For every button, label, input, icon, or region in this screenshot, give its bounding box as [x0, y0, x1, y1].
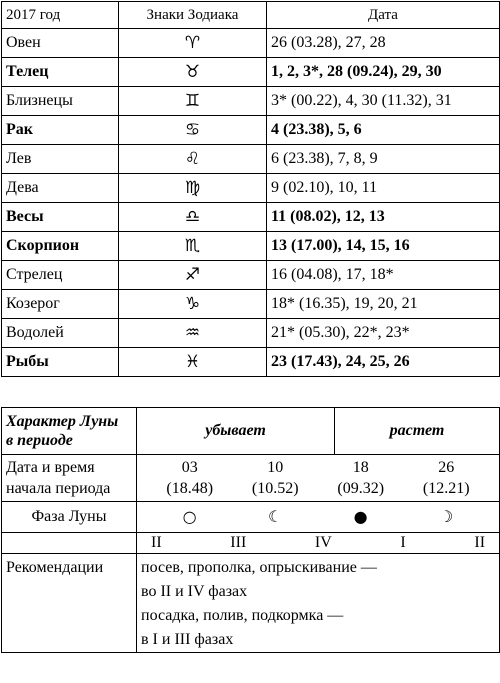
sign-dates: 18* (16.35), 19, 20, 21	[267, 290, 500, 319]
sign-name: Рыбы	[2, 348, 119, 377]
zodiac-sign-icon: ♐︎	[119, 261, 267, 290]
header-signs: Знаки Зодиака	[119, 2, 267, 29]
sign-name: Скорпион	[2, 232, 119, 261]
phase-number: I	[400, 534, 406, 551]
sign-dates: 1, 2, 3*, 28 (09.24), 29, 30	[267, 58, 500, 87]
zodiac-sign-icon: ♍︎	[119, 174, 267, 203]
sign-name: Рак	[2, 116, 119, 145]
moon-character-label: Характер Луны в периоде	[2, 408, 137, 455]
period-item: 18 (09.32)	[337, 459, 385, 497]
period-item: 10 (10.52)	[251, 459, 299, 497]
moon-character-row	[2, 408, 500, 455]
sign-dates: 11 (08.02), 12, 13	[267, 203, 500, 232]
phase-label: Фаза Луны	[2, 502, 137, 533]
waning-moon-icon: ☾	[267, 507, 283, 526]
period-label: Дата и время начала периода	[2, 455, 137, 502]
sign-name: Козерог	[2, 290, 119, 319]
zodiac-row	[2, 116, 500, 145]
zodiac-sign-icon: ♉︎	[119, 58, 267, 87]
zodiac-row	[2, 348, 500, 377]
phase-number: IV	[314, 534, 332, 551]
zodiac-sign-icon: ♑︎	[119, 290, 267, 319]
period-row	[2, 455, 500, 502]
period-values	[137, 457, 499, 499]
waning-label: убывает	[137, 408, 335, 455]
zodiac-row	[2, 319, 500, 348]
zodiac-sign-icon: ♎︎	[119, 203, 267, 232]
period-item: 03 (18.48)	[166, 459, 214, 497]
sign-dates: 21* (05.30), 22*, 23*	[267, 319, 500, 348]
full-moon-icon: ○	[182, 507, 197, 526]
sign-dates: 16 (04.08), 17, 18*	[267, 261, 500, 290]
sign-name: Близнецы	[2, 87, 119, 116]
zodiac-sign-icon: ♏︎	[119, 232, 267, 261]
sign-name: Овен	[2, 29, 119, 58]
new-moon-icon: ●	[353, 507, 368, 526]
zodiac-row	[2, 232, 500, 261]
zodiac-sign-icon: ♒︎	[119, 319, 267, 348]
phase-number: II	[474, 534, 486, 551]
waxing-label: растет	[335, 408, 500, 455]
zodiac-row	[2, 174, 500, 203]
zodiac-row	[2, 203, 500, 232]
sign-dates: 23 (17.43), 24, 25, 26	[267, 348, 500, 377]
recommendations-label: Рекомендации	[2, 554, 137, 653]
zodiac-table	[1, 1, 500, 377]
phase-number: II	[151, 534, 162, 551]
zodiac-row	[2, 29, 500, 58]
zodiac-row	[2, 87, 500, 116]
sign-name: Стрелец	[2, 261, 119, 290]
sign-dates: 13 (17.00), 14, 15, 16	[267, 232, 500, 261]
header-year: 2017 год	[2, 2, 119, 29]
phase-number: III	[230, 534, 247, 551]
zodiac-row	[2, 58, 500, 87]
sign-dates: 26 (03.28), 27, 28	[267, 29, 500, 58]
period-item: 26 (12.21)	[422, 459, 470, 497]
zodiac-sign-icon: ♌︎	[119, 145, 267, 174]
sign-name: Лев	[2, 145, 119, 174]
roman-row	[2, 533, 500, 554]
recommendations-text: посев, прополка, опрыскивание — во II и IV фазах посадка, полив, подкормка — в I и III фазах	[137, 554, 500, 653]
sign-name: Дева	[2, 174, 119, 203]
zodiac-sign-icon: ♊︎	[119, 87, 267, 116]
recommendations-row	[2, 554, 500, 653]
sign-dates: 9 (02.10), 10, 11	[267, 174, 500, 203]
sign-name: Водолей	[2, 319, 119, 348]
waxing-moon-icon: ☽	[438, 507, 454, 526]
zodiac-sign-icon: ♋︎	[119, 116, 267, 145]
zodiac-row	[2, 145, 500, 174]
zodiac-row	[2, 261, 500, 290]
sign-name: Телец	[2, 58, 119, 87]
phase-row	[2, 502, 500, 533]
sign-name: Весы	[2, 203, 119, 232]
moon-table	[1, 407, 500, 653]
sign-dates: 3* (00.22), 4, 30 (11.32), 31	[267, 87, 500, 116]
header-date: Дата	[267, 2, 500, 29]
zodiac-sign-icon: ♓︎	[119, 348, 267, 377]
zodiac-header-row	[2, 2, 500, 29]
zodiac-row	[2, 290, 500, 319]
zodiac-sign-icon: ♈︎	[119, 29, 267, 58]
sign-dates: 6 (23.38), 7, 8, 9	[267, 145, 500, 174]
sign-dates: 4 (23.38), 5, 6	[267, 116, 500, 145]
